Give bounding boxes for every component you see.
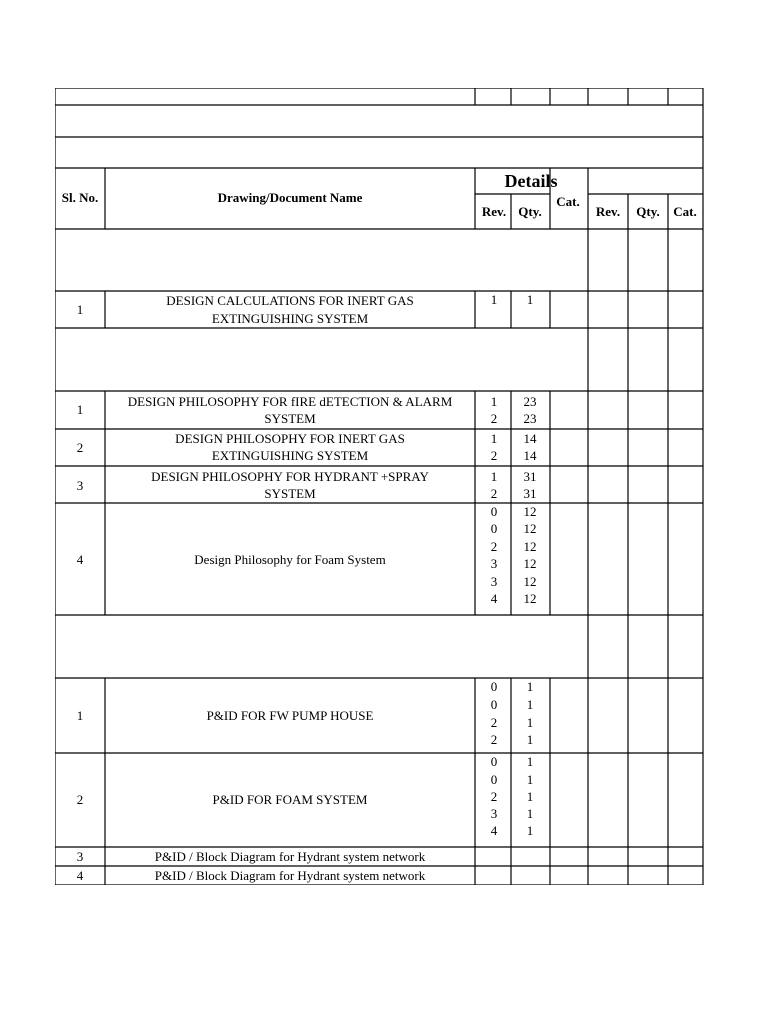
header-qty-1: Qty.: [518, 204, 542, 219]
header-rev-2: Rev.: [595, 204, 621, 219]
row-document-name-cont: SYSTEM: [264, 411, 316, 426]
row-document-name: P&ID FOR FOAM SYSTEM: [212, 792, 368, 807]
row-rev: 3: [490, 574, 498, 589]
row-sl-no: 2: [76, 440, 84, 455]
header-document-name: Drawing/Document Name: [217, 190, 363, 205]
row-qty: 1: [526, 697, 534, 712]
row-qty: 12: [523, 521, 537, 536]
row-rev: 3: [490, 556, 498, 571]
row-rev: 3: [490, 806, 498, 821]
header-cat-2: Cat.: [673, 204, 697, 219]
header-details: Details: [504, 171, 558, 191]
row-sl-no: 3: [76, 849, 84, 864]
row-rev: 2: [490, 715, 498, 730]
header-cat-1: Cat.: [556, 194, 580, 209]
row-rev: 1: [490, 469, 498, 484]
row-rev: 0: [490, 521, 498, 536]
row-rev: 2: [490, 486, 498, 501]
row-rev: 0: [490, 679, 498, 694]
row-qty: 1: [526, 806, 534, 821]
row-document-name-cont: EXTINGUISHING SYSTEM: [211, 311, 369, 326]
header-rev-1: Rev.: [481, 204, 507, 219]
row-qty: 14: [523, 431, 537, 446]
row-sl-no: 1: [76, 708, 84, 723]
row-qty: 31: [523, 469, 537, 484]
row-qty: 1: [526, 823, 534, 838]
row-qty: 1: [526, 292, 534, 307]
row-rev: 1: [490, 431, 498, 446]
row-rev: 0: [490, 772, 498, 787]
row-rev: 2: [490, 411, 498, 426]
row-qty: 1: [526, 732, 534, 747]
row-document-name-cont: SYSTEM: [264, 486, 316, 501]
row-qty: 1: [526, 679, 534, 694]
row-sl-no: 1: [76, 302, 84, 317]
row-rev: 0: [490, 754, 498, 769]
row-rev: 0: [490, 504, 498, 519]
row-rev: 2: [490, 732, 498, 747]
row-rev: 2: [490, 448, 498, 463]
row-document-name: P&ID / Block Diagram for Hydrant system network: [154, 868, 426, 883]
row-qty: 23: [523, 394, 537, 409]
header-sl-no: Sl. No.: [61, 190, 99, 205]
row-sl-no: 2: [76, 792, 84, 807]
row-qty: 12: [523, 504, 537, 519]
document-table: [55, 88, 704, 885]
row-qty: 1: [526, 772, 534, 787]
row-document-name: DESIGN PHILOSOPHY FOR HYDRANT +SPRAY: [151, 469, 429, 484]
row-document-name: DESIGN PHILOSOPHY FOR fIRE dETECTION & ALARM: [127, 394, 453, 409]
row-rev: 2: [490, 789, 498, 804]
row-qty: 12: [523, 539, 537, 554]
row-qty: 12: [523, 591, 537, 606]
row-qty: 1: [526, 789, 534, 804]
row-qty: 1: [526, 715, 534, 730]
row-qty: 12: [523, 574, 537, 589]
row-rev: 2: [490, 539, 498, 554]
row-rev: 4: [490, 591, 498, 606]
row-qty: 23: [523, 411, 537, 426]
row-rev: 1: [490, 394, 498, 409]
row-qty: 1: [526, 754, 534, 769]
header-qty-2: Qty.: [636, 204, 660, 219]
row-sl-no: 4: [76, 868, 84, 883]
row-document-name: P&ID FOR FW PUMP HOUSE: [206, 708, 374, 723]
row-document-name-cont: EXTINGUISHING SYSTEM: [211, 448, 369, 463]
row-document-name: DESIGN PHILOSOPHY FOR INERT GAS: [175, 431, 405, 446]
row-rev: 4: [490, 823, 498, 838]
row-rev: 1: [490, 292, 498, 307]
row-sl-no: 1: [76, 402, 84, 417]
row-document-name: Design Philosophy for Foam System: [194, 552, 386, 567]
row-document-name: P&ID / Block Diagram for Hydrant system network: [154, 849, 426, 864]
row-qty: 31: [523, 486, 537, 501]
row-qty: 12: [523, 556, 537, 571]
row-rev: 0: [490, 697, 498, 712]
row-document-name: DESIGN CALCULATIONS FOR INERT GAS: [166, 293, 414, 308]
row-sl-no: 4: [76, 552, 84, 567]
row-sl-no: 3: [76, 478, 84, 493]
row-qty: 14: [523, 448, 537, 463]
